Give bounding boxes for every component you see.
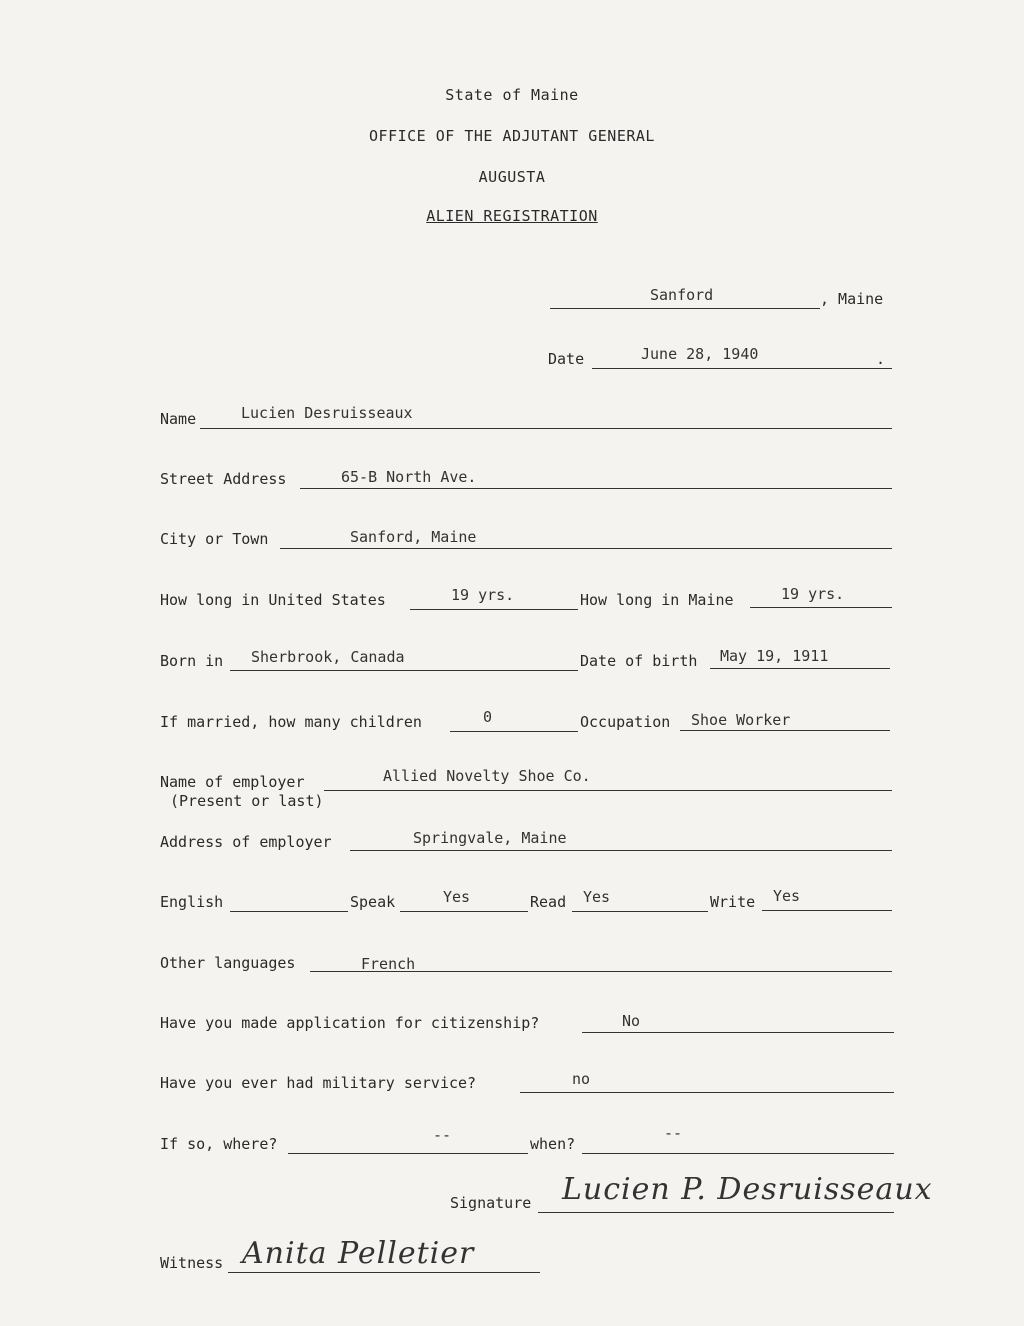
occupation-value: Shoe Worker bbox=[691, 711, 791, 729]
where-value: -- bbox=[433, 1126, 452, 1144]
employer-address-value: Springvale, Maine bbox=[413, 829, 567, 847]
form-title-text: ALIEN REGISTRATION bbox=[426, 207, 598, 225]
signature-row bbox=[0, 1172, 1024, 1220]
header-city: AUGUSTA bbox=[478, 168, 546, 186]
citizenship-row bbox=[0, 1012, 1024, 1042]
city-row bbox=[0, 528, 1024, 558]
town-line bbox=[550, 308, 820, 309]
state-suffix: , Maine bbox=[820, 290, 884, 308]
street-row bbox=[0, 468, 1024, 498]
citizenship-value: No bbox=[622, 1012, 641, 1030]
date-label: Date bbox=[548, 350, 585, 368]
born-value: Sherbrook, Canada bbox=[251, 648, 405, 666]
maine-value: 19 yrs. bbox=[781, 585, 845, 603]
street-value: 65-B North Ave. bbox=[341, 468, 477, 486]
header-state: State of Maine bbox=[445, 86, 579, 104]
birth-row bbox=[0, 648, 1024, 678]
children-label: If married, how many children bbox=[160, 713, 422, 731]
street-label: Street Address bbox=[160, 470, 287, 488]
english-label: English bbox=[160, 893, 224, 911]
name-row bbox=[0, 406, 1024, 436]
citizenship-line bbox=[582, 1032, 894, 1033]
write-value: Yes bbox=[773, 887, 801, 905]
when-value: -- bbox=[664, 1124, 683, 1142]
signature-handwriting: Lucien P. Desruisseaux bbox=[562, 1172, 933, 1207]
maine-label: How long in Maine bbox=[580, 591, 734, 609]
witness-handwriting: Anita Pelletier bbox=[242, 1236, 475, 1271]
employer-address-label: Address of employer bbox=[160, 833, 332, 851]
write-line bbox=[762, 910, 892, 911]
speak-value: Yes bbox=[443, 888, 471, 906]
military-where-row bbox=[0, 1124, 1024, 1162]
employer-sublabel: (Present or last) bbox=[170, 792, 324, 810]
witness-line bbox=[228, 1272, 540, 1273]
where-label: If so, where? bbox=[160, 1135, 278, 1153]
speak-line bbox=[400, 911, 528, 912]
employer-row bbox=[0, 767, 1024, 810]
born-line bbox=[230, 670, 578, 671]
read-value: Yes bbox=[583, 888, 611, 906]
read-line bbox=[572, 911, 708, 912]
employer-line bbox=[324, 790, 892, 791]
town-value: Sanford bbox=[650, 286, 714, 304]
header-office: OFFICE OF THE ADJUTANT GENERAL bbox=[369, 127, 655, 145]
witness-label: Witness bbox=[160, 1254, 224, 1272]
military-label: Have you ever had military service? bbox=[160, 1074, 477, 1092]
date-value: June 28, 1940 bbox=[641, 345, 759, 363]
languages-row bbox=[0, 952, 1024, 982]
witness-row bbox=[0, 1236, 1024, 1282]
employer-address-row bbox=[0, 830, 1024, 860]
residence-row bbox=[0, 585, 1024, 618]
family-row bbox=[0, 710, 1024, 740]
military-row bbox=[0, 1072, 1024, 1102]
children-value: 0 bbox=[483, 708, 493, 726]
date-line bbox=[592, 368, 892, 369]
place-row bbox=[0, 286, 1024, 316]
date-row bbox=[0, 346, 1024, 376]
english-line bbox=[230, 911, 348, 912]
city-line bbox=[280, 548, 892, 549]
read-label: Read bbox=[530, 893, 567, 911]
date-end-mark: . bbox=[876, 350, 886, 368]
military-value: no bbox=[572, 1070, 591, 1088]
name-label: Name bbox=[160, 410, 197, 428]
dob-value: May 19, 1911 bbox=[720, 647, 829, 665]
children-line bbox=[450, 731, 578, 732]
where-line bbox=[288, 1153, 528, 1154]
write-label: Write bbox=[710, 893, 756, 911]
when-line bbox=[582, 1153, 894, 1154]
occupation-line bbox=[680, 730, 890, 731]
employer-label: Name of employer bbox=[160, 773, 305, 791]
military-line bbox=[520, 1092, 894, 1093]
name-line bbox=[200, 428, 892, 429]
citizenship-label: Have you made application for citizenship? bbox=[160, 1014, 540, 1032]
signature-label: Signature bbox=[450, 1194, 532, 1212]
us-label: How long in United States bbox=[160, 591, 386, 609]
form-title bbox=[0, 207, 1024, 225]
city-value: Sanford, Maine bbox=[350, 528, 477, 546]
city-label: City or Town bbox=[160, 530, 269, 548]
when-label: when? bbox=[530, 1135, 576, 1153]
us-line bbox=[410, 609, 578, 610]
name-value: Lucien Desruisseaux bbox=[241, 404, 413, 422]
maine-line bbox=[750, 607, 892, 608]
signature-line bbox=[538, 1212, 894, 1213]
languages-value: French bbox=[361, 955, 416, 973]
street-line bbox=[300, 488, 892, 489]
languages-label: Other languages bbox=[160, 954, 296, 972]
speak-label: Speak bbox=[350, 893, 396, 911]
employer-address-line bbox=[350, 850, 892, 851]
employer-value: Allied Novelty Shoe Co. bbox=[383, 767, 591, 785]
us-value: 19 yrs. bbox=[451, 586, 515, 604]
english-row bbox=[0, 887, 1024, 920]
dob-line bbox=[710, 668, 890, 669]
born-label: Born in bbox=[160, 652, 224, 670]
occupation-label: Occupation bbox=[580, 713, 671, 731]
dob-label: Date of birth bbox=[580, 652, 698, 670]
